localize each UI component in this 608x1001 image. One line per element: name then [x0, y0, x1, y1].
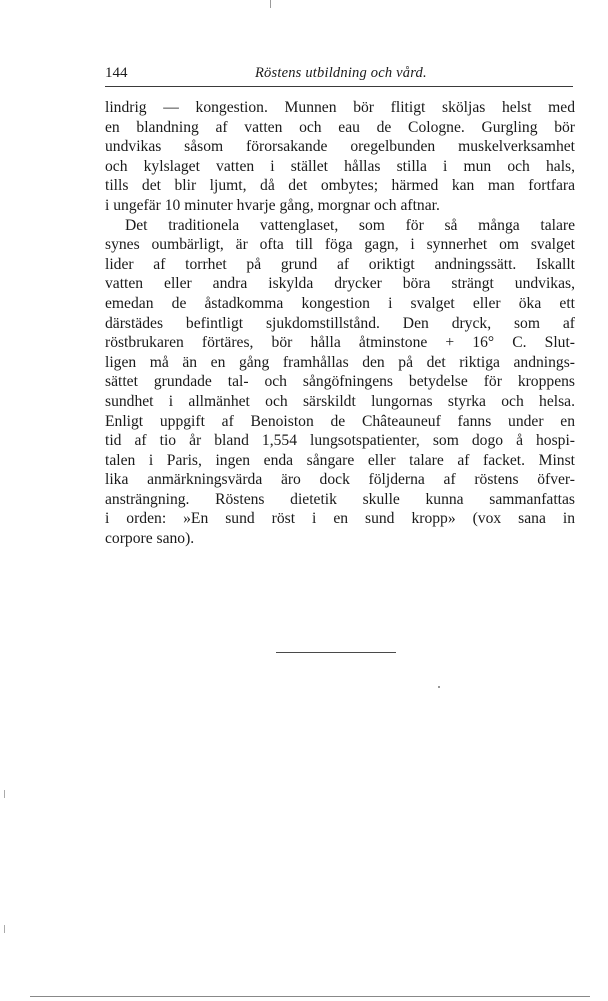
text-line: en blandning af vatten och eau de Cologne. Gurgling bör — [105, 118, 575, 136]
text-line: lider af torrhet på grund af oriktigt andningssätt. Iskallt — [105, 255, 575, 273]
section-end-rule — [276, 652, 396, 653]
text-line: talen i Paris, ingen enda sångare eller talare af facket. Minst — [105, 451, 575, 469]
scan-mark — [4, 925, 5, 933]
body-text — [105, 98, 575, 549]
text-line: ansträngning. Röstens dietetik skulle kunna sammanfattas — [105, 490, 575, 508]
text-line: emedan de åstadkomma kongestion i svalget eller öka ett — [105, 294, 575, 312]
scan-mark — [270, 0, 271, 8]
page-number: 144 — [105, 65, 128, 81]
text-line: i orden: »En sund röst i en sund kropp» (vox sana in — [105, 510, 575, 528]
text-line: corpore sano). — [105, 530, 195, 548]
text-line: lindrig — kongestion. Munnen bör flitigt sköljas helst med — [105, 99, 575, 116]
text-line: sättet grundade tal- och sångöfningens betydelse för kroppens — [105, 373, 575, 391]
text-line: tid af tio år bland 1,554 lungsotspatienter, som dogo å hospi- — [105, 432, 575, 450]
text-line: vatten eller andra iskylda drycker böra strängt undvikas, — [105, 275, 575, 293]
text-line: synes oumbärligt, är ofta till föga gagn, i synnerhet om svalget — [105, 236, 575, 254]
text-line: Enligt uppgift af Benoiston de Châteauneuf fanns under en — [105, 412, 575, 430]
running-title: Röstens utbildning och vård. — [255, 65, 427, 81]
text-line: Det traditionela vattenglaset, som för så många talare — [125, 216, 575, 234]
text-line: röstbrukaren förtäres, bör hålla åtminstone + 16° C. Slut- — [105, 334, 575, 352]
text-line: ligen må än en gång framhållas den på det riktiga andnings- — [105, 353, 575, 371]
scan-mark — [4, 790, 5, 798]
scan-speck — [438, 686, 440, 688]
text-line: och kylslaget vatten i stället hållas stilla i mun och hals, — [105, 157, 575, 175]
page-header — [105, 64, 573, 87]
text-line: sundhet i allmänhet och särskildt lungornas styrka och helsa. — [105, 392, 575, 410]
text-line: tills det blir ljumt, då det ombytes; härmed kan man fortfara — [105, 177, 575, 195]
text-line: lika anmärkningsvärda äro dock följderna af röstens öfver- — [105, 471, 575, 489]
text-line: i ungefär 10 minuter hvarje gång, morgnar och aftnar. — [105, 196, 440, 214]
page-bottom-edge — [30, 996, 590, 997]
text-line: undvikas såsom förorsakande oregelbunden muskelverksamhet — [105, 138, 575, 156]
text-line: därstädes befintligt sjukdomstillstånd. Den dryck, som af — [105, 314, 575, 332]
